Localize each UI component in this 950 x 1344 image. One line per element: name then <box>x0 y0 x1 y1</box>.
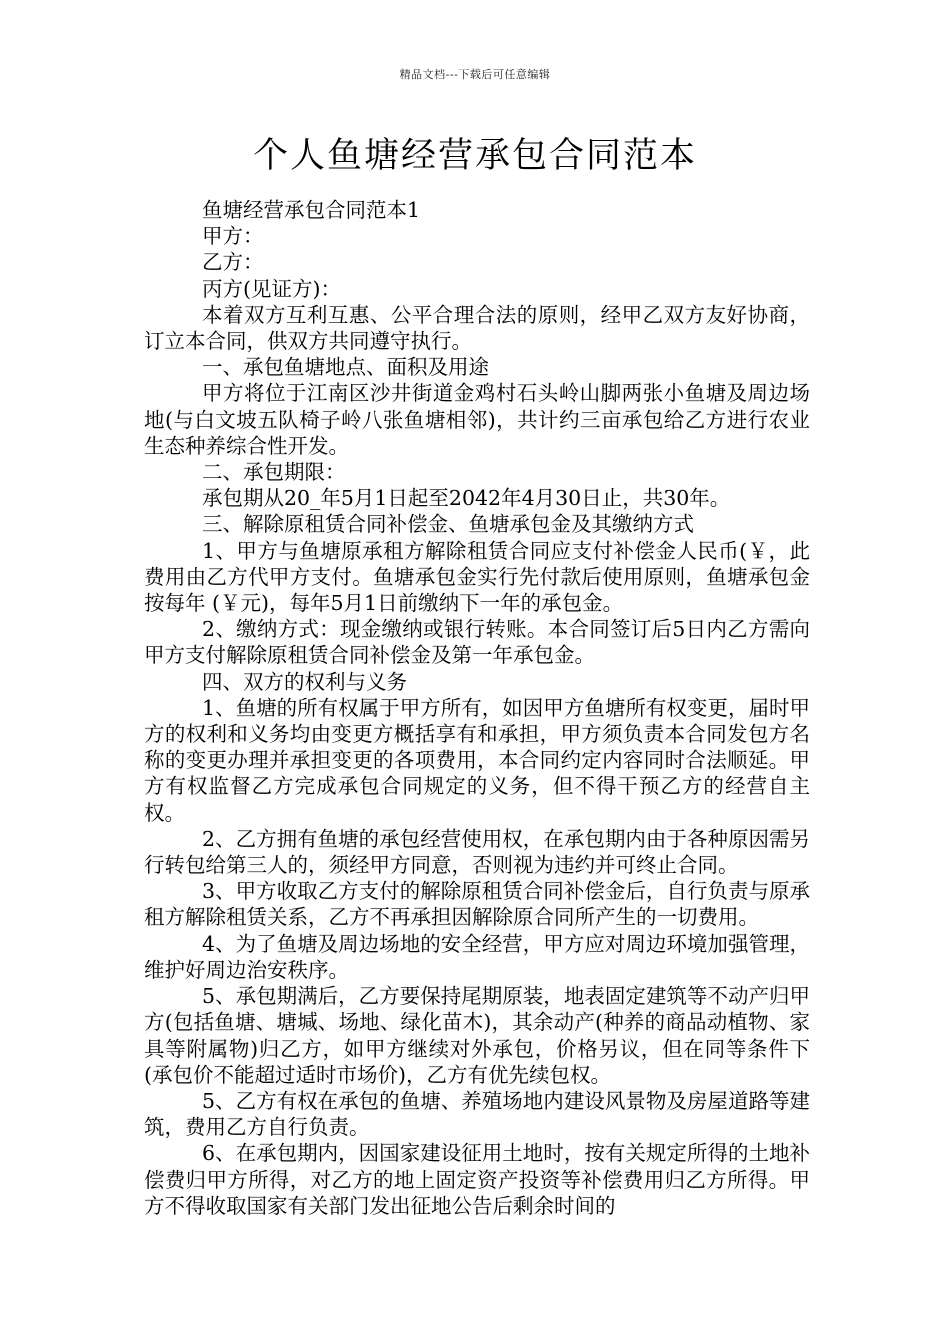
paragraph: 承包期从20_年5月1日起至2042年4月30日止，共30年。 <box>202 486 731 511</box>
section-heading: 二、承包期限： <box>202 460 346 485</box>
paragraph: 2、乙方拥有鱼塘的承包经营使用权，在承包期内由于各种原因需另行转包给第三人的，须经甲方同意，否则视为违约并可终止合同。 <box>144 826 810 878</box>
paragraph: 1、鱼塘的所有权属于甲方所有，如因甲方鱼塘所有权变更，届时甲方的权利和义务均由变更方概括享有和承担，甲方须负责本合同发包方名称的变更办理并承担变更的各项费用，本合同约定内容同时合法顺延。甲方有权监督乙方完成承包合同规定的义务，但不得干预乙方的经营自主权。 <box>144 695 810 825</box>
section-heading: 一、承包鱼塘地点、面积及用途 <box>202 355 489 380</box>
paragraph: 6、在承包期内，因国家建设征用土地时，按有关规定所得的土地补偿费归甲方所得，对乙方的地上固定资产投资等补偿费用归乙方所得。甲方不得收取国家有关部门发出征地公告后剩余时间的 <box>144 1141 810 1218</box>
paragraph: 甲方： <box>202 224 264 249</box>
paragraph: 乙方： <box>202 250 264 275</box>
document-body <box>144 197 810 1219</box>
document-title: 个人鱼塘经营承包合同范本 <box>252 136 697 176</box>
paragraph: 2、缴纳方式：现金缴纳或银行转账。本合同签订后5日内乙方需向甲方支付解除原租赁合同补偿金及第一年承包金。 <box>144 617 810 668</box>
paragraph: 丙方(见证方)： <box>202 276 341 301</box>
paragraph: 鱼塘经营承包合同范本1 <box>202 198 421 222</box>
paragraph: 3、甲方收取乙方支付的解除原租赁合同补偿金后，自行负责与原承租方解除租赁关系，乙方不再承担因解除原合同所产生的一切费用。 <box>144 879 810 930</box>
paragraph: 4、为了鱼塘及周边场地的安全经营，甲方应对周边环境加强管理，维护好周边治安秩序。 <box>144 931 810 982</box>
paragraph: 甲方将位于江南区沙井街道金鸡村石头岭山脚两张小鱼塘及周边场地(与白文坡五队椅子岭八张鱼塘相邻)，共计约三亩承包给乙方进行农业生态种养综合性开发。 <box>144 381 810 458</box>
section-heading: 四、双方的权利与义务 <box>202 669 407 694</box>
paragraph: 本着双方互利互惠、公平合理合法的原则，经甲乙双方友好协商，订立本合同，供双方共同遵守执行。 <box>144 302 810 354</box>
page-header-note: 精品文档---下载后可任意编辑 <box>399 68 551 81</box>
paragraph: 5、承包期满后，乙方要保持尾期原装，地表固定建筑等不动产归甲方(包括鱼塘、塘堿、场地、绿化苗木)，其余动产(种养的商品动植物、家具等附属物)归乙方，如甲方继续对外承包，价格另议，但在同等条件下(承包价不能超过适时市场价)，乙方有优先续包权。 <box>144 984 810 1087</box>
paragraph: 1、甲方与鱼塘原承租方解除租赁合同应支付补偿金人民币(￥，此费用由乙方代甲方支付。鱼塘承包金实行先付款后使用原则，鱼塘承包金按每年 (￥元)，每年5月1日前缴纳下一年的承包金。 <box>144 538 810 616</box>
section-heading: 三、解除原租赁合同补偿金、鱼塘承包金及其缴纳方式 <box>202 512 694 537</box>
paragraph: 5、乙方有权在承包的鱼塘、养殖场地内建设风景物及房屋道路等建筑，费用乙方自行负责。 <box>144 1088 810 1140</box>
